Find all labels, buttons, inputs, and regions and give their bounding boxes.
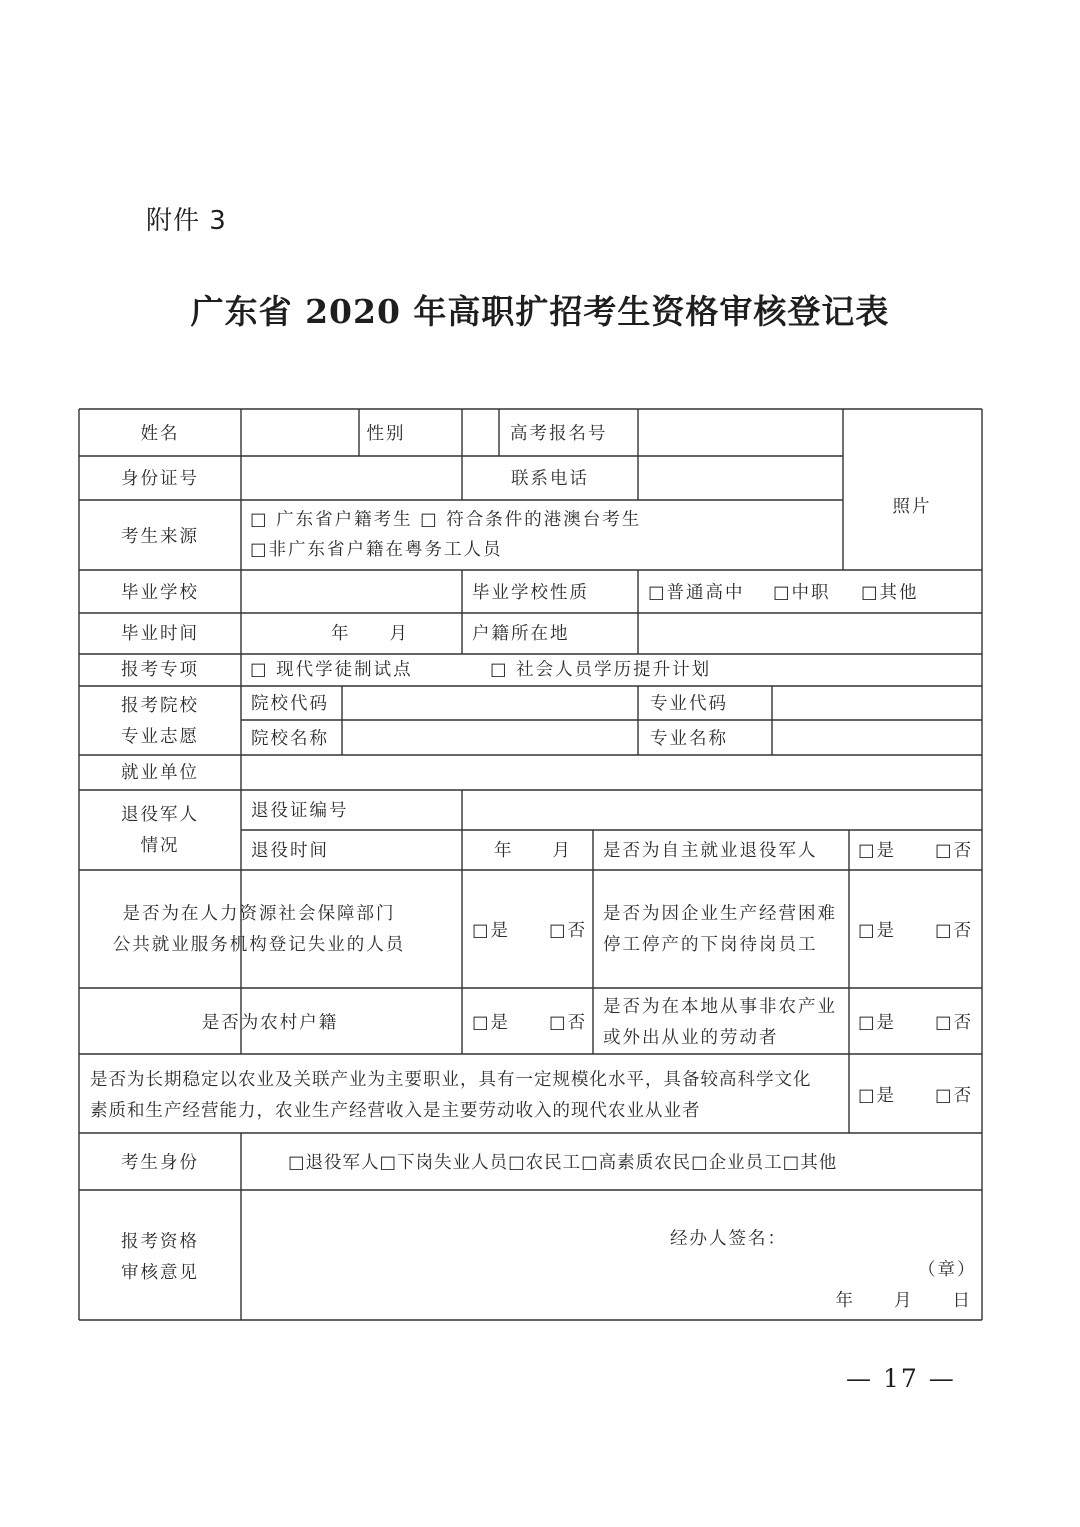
source-option-line-1: □ 广东省户籍考生 □ 符合条件的港澳台考生 xyxy=(250,510,642,530)
label-id-no: 身份证号 xyxy=(121,469,199,489)
checkbox-regular-high-school: □普通高中 xyxy=(648,583,745,603)
question-nonfarm-line-2: 或外出从业的劳动者 xyxy=(603,1028,779,1048)
seal-label: （章） xyxy=(918,1260,977,1280)
question-unemployed-line-1: 是否为在人力资源社会保障部门 xyxy=(122,904,396,924)
label-hukou-location: 户籍所在地 xyxy=(472,624,570,644)
label-exam-no: 高考报名号 xyxy=(510,424,608,444)
label-review-line-1: 报考资格 xyxy=(121,1232,199,1252)
label-veteran-line-1: 退役军人 xyxy=(121,805,199,825)
checkbox-other-type: □其他 xyxy=(861,583,919,603)
checkbox-yes-no-laid-off: □是 □否 xyxy=(858,921,974,941)
label-grad-school: 毕业学校 xyxy=(121,583,199,603)
page-number: — 17 — xyxy=(846,1364,956,1393)
label-veteran-line-2: 情况 xyxy=(140,836,180,856)
label-grad-time: 毕业时间 xyxy=(121,624,199,644)
checkbox-yes-no-nonfarm: □是 □否 xyxy=(858,1013,974,1033)
question-rural-hukou: 是否为农村户籍 xyxy=(201,1013,339,1033)
label-discharge-cert-no: 退役证编号 xyxy=(251,801,349,821)
label-identity: 考生身份 xyxy=(121,1153,199,1173)
form-title: 广东省 2020 年高职扩招考生资格审核登记表 xyxy=(190,292,890,331)
label-employer: 就业单位 xyxy=(121,763,199,783)
label-source: 考生来源 xyxy=(121,527,199,547)
label-phone: 联系电话 xyxy=(511,469,589,489)
question-farmer-line-2: 素质和生产经营能力，农业生产经营收入是主要劳动收入的现代农业从业者 xyxy=(90,1101,701,1121)
discharge-year-month: 年 月 xyxy=(494,841,572,861)
label-review-line-2: 审核意见 xyxy=(121,1263,199,1283)
label-choice-line-1: 报考院校 xyxy=(121,696,199,716)
question-laid-off-line-1: 是否为因企业生产经营困难 xyxy=(603,904,837,924)
question-laid-off-line-2: 停工停产的下岗待岗员工 xyxy=(603,935,818,955)
checkbox-vocational: □中职 xyxy=(773,583,831,603)
question-unemployed-line-2: 公共就业服务机构登记失业的人员 xyxy=(112,935,406,955)
label-special-item: 报考专项 xyxy=(121,660,199,680)
checkbox-yes-no-rural: □是 □否 xyxy=(472,1013,588,1033)
label-grad-school-type: 毕业学校性质 xyxy=(472,583,589,603)
label-self-employed-veteran: 是否为自主就业退役军人 xyxy=(603,841,818,861)
label-major-name: 专业名称 xyxy=(650,729,728,749)
label-photo: 照片 xyxy=(892,497,932,517)
label-school-code: 院校代码 xyxy=(251,694,329,714)
question-nonfarm-line-1: 是否为在本地从事非农产业 xyxy=(603,997,837,1017)
label-choice-line-2: 专业志愿 xyxy=(121,727,199,747)
checkbox-yes-no-farmer: □是 □否 xyxy=(858,1086,974,1106)
checkbox-degree-upgrade: □ 社会人员学历提升计划 xyxy=(490,660,712,680)
grad-year-month: 年 月 xyxy=(331,624,409,644)
question-farmer-line-1: 是否为长期稳定以农业及关联产业为主要职业，具有一定规模化水平，具备较高科学文化 xyxy=(90,1070,812,1090)
checkbox-apprenticeship: □ 现代学徒制试点 xyxy=(250,660,413,680)
source-option-line-2: □非广东省户籍在粤务工人员 xyxy=(250,540,503,560)
checkbox-yes-no-veteran: □是 □否 xyxy=(858,841,974,861)
attachment-label: 附件 3 xyxy=(146,206,227,236)
label-major-code: 专业代码 xyxy=(650,694,728,714)
handler-signature-label: 经办人签名： xyxy=(670,1229,787,1249)
review-date: 年 月 日 xyxy=(835,1291,972,1311)
identity-options: □退役军人□下岗失业人员□农民工□高素质农民□企业员工□其他 xyxy=(288,1153,838,1173)
label-school-name: 院校名称 xyxy=(251,729,329,749)
label-gender: 性别 xyxy=(366,424,406,444)
label-discharge-time: 退役时间 xyxy=(251,841,329,861)
checkbox-yes-no-unemployed: □是 □否 xyxy=(472,921,588,941)
label-name: 姓名 xyxy=(140,424,180,444)
